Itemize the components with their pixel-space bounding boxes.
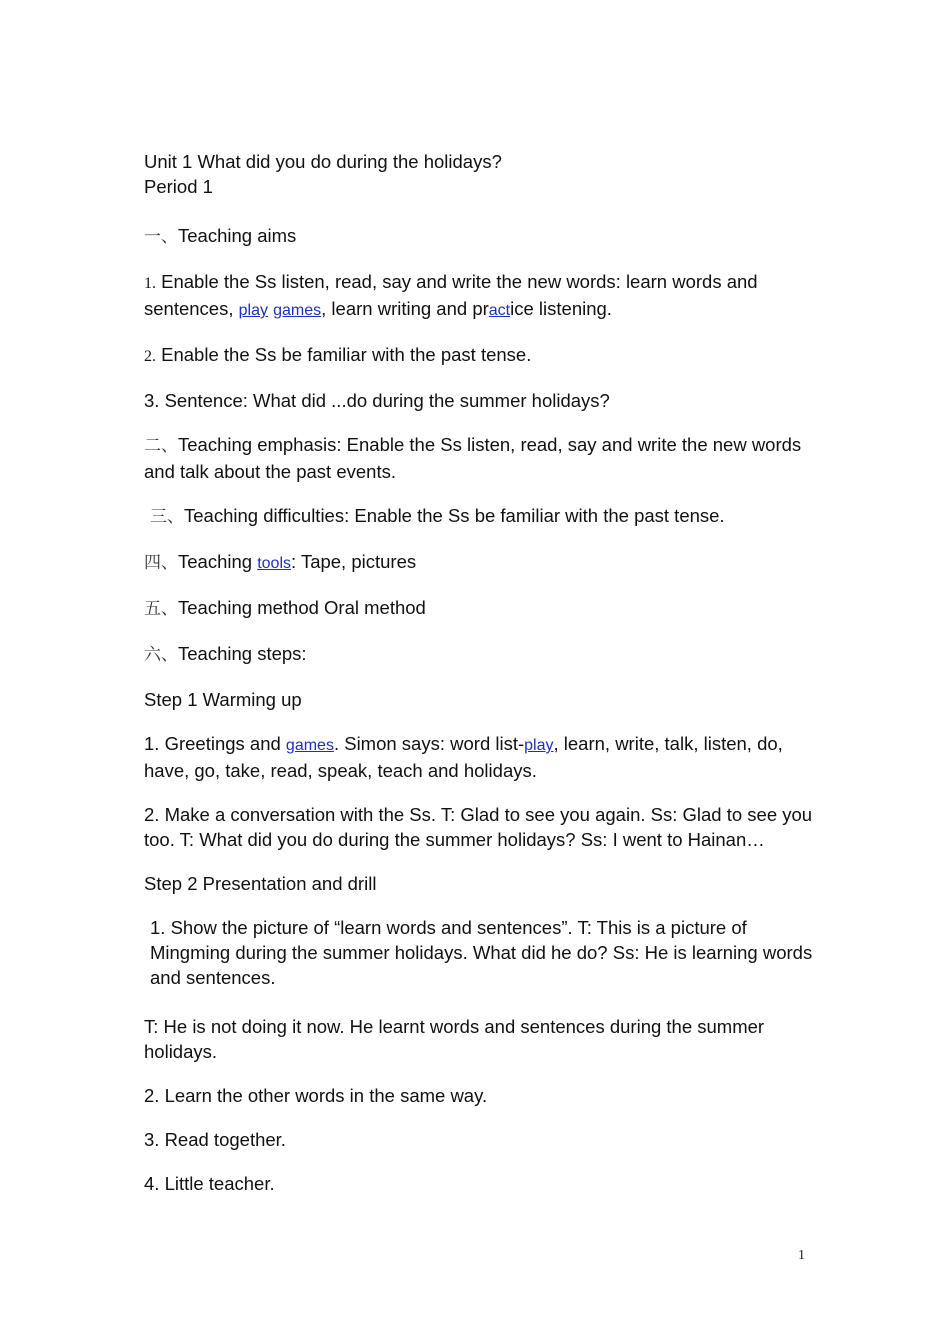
- aims-item-3: 3. Sentence: What did ...do during the summer holidays?: [144, 390, 610, 411]
- link-games-2[interactable]: games: [285, 737, 334, 754]
- section-difficulties: 三、Teaching difficulties: Enable the Ss be familiar with the past tense.: [150, 505, 725, 527]
- step-2-item-2: 2. Learn the other words in the same way.: [144, 1085, 488, 1106]
- section-heading-aims: 一、Teaching aims: [144, 225, 297, 247]
- section-method: 五、Teaching method Oral method: [144, 597, 426, 619]
- link-act[interactable]: act: [488, 302, 511, 319]
- section-tools: 四、Teaching tools: Tape, pictures: [144, 551, 417, 573]
- page-title: Unit 1 What did you do during the holidays?: [144, 151, 502, 172]
- step-2-item-1-continued: T: He is not doing it now. He learnt words and sentences during the summer holidays.: [144, 1016, 765, 1062]
- step-1-item-1: 1. Greetings and games. Simon says: word list-play, learn, write, talk, listen, do, have, go, take, read, speak, teach and holidays.: [144, 733, 783, 781]
- link-play[interactable]: play: [238, 302, 268, 319]
- step-2-item-1: 1. Show the picture of “learn words and sentences”. T: This is a picture of Mingming during the summer holidays. What did he do? Ss: He is learning words and sentences.: [150, 917, 813, 988]
- period-label: Period 1: [144, 176, 213, 197]
- aims-item-1: 1. Enable the Ss listen, read, say and write the new words: learn words and sentences, play games, learn writing and practice listening.: [144, 271, 758, 319]
- document-body: [144, 149, 816, 1196]
- step-2-item-4: 4. Little teacher.: [144, 1173, 275, 1194]
- step-1-title: Step 1 Warming up: [144, 689, 302, 710]
- link-play-2[interactable]: play: [524, 737, 554, 754]
- step-2-item-3: 3. Read together.: [144, 1129, 286, 1150]
- link-tools[interactable]: tools: [257, 555, 291, 572]
- section-steps: 六、Teaching steps:: [144, 643, 307, 665]
- link-games[interactable]: games: [273, 302, 322, 319]
- section-emphasis: 二、Teaching emphasis: Enable the Ss listen, read, say and write the new words and talk about the past events.: [144, 434, 802, 482]
- step-2-title: Step 2 Presentation and drill: [144, 873, 377, 894]
- step-1-item-2: 2. Make a conversation with the Ss. T: Glad to see you again. Ss: Glad to see you too. T: What did you do during the summer holidays? Ss: I went to Hainan…: [144, 804, 813, 850]
- page-number: 1: [798, 1248, 805, 1263]
- aims-item-2: 2. Enable the Ss be familiar with the past tense.: [144, 344, 532, 365]
